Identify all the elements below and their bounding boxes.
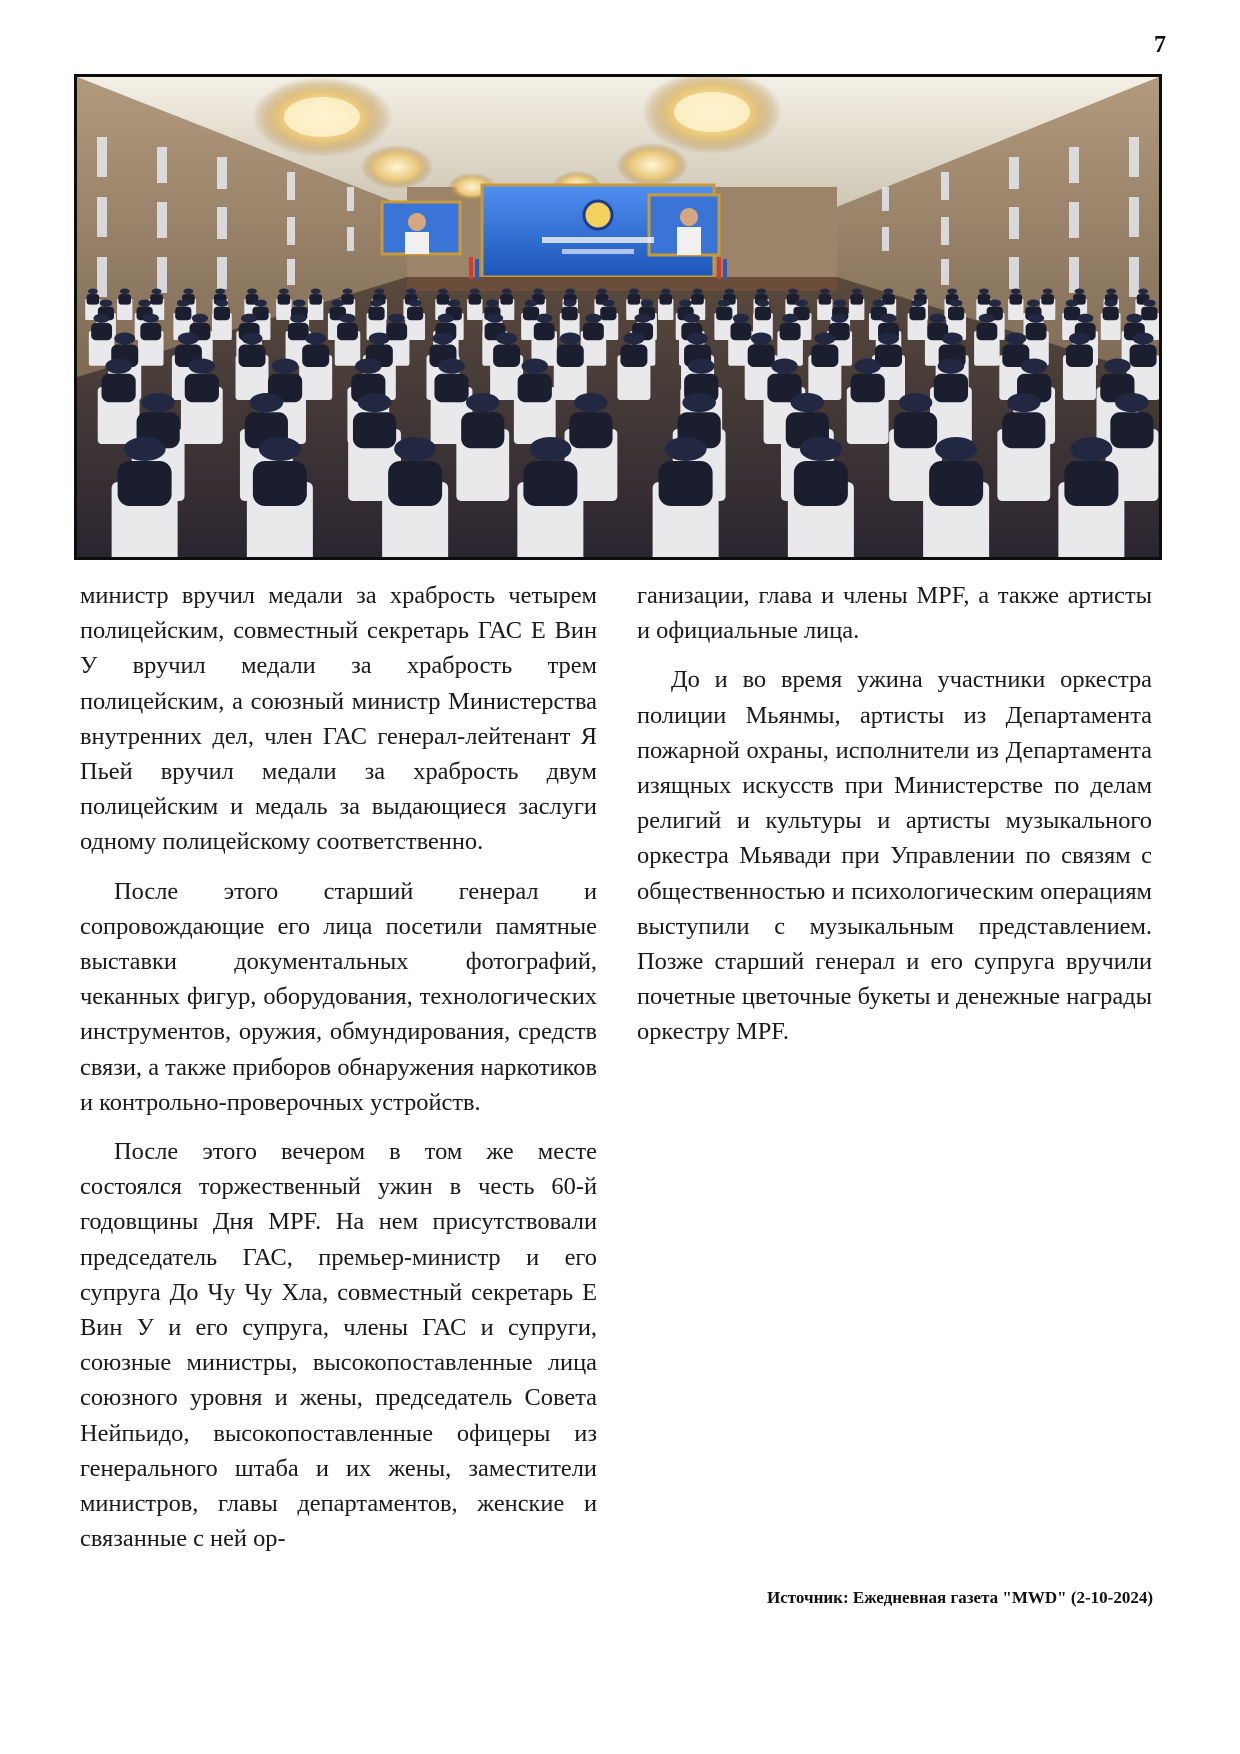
right-paragraph-1: ганизации, глава и члены MPF, а также артисты и официальные лица.: [637, 582, 1152, 645]
source-credit: Источник: Ежедневная газета "MWD" (2-10-2024): [767, 1588, 1153, 1607]
ceremony-photo: [74, 74, 1162, 560]
left-paragraph-3: После этого вечером в том же месте состоялся торжественный ужин в честь 60-й годовщины Дня MPF. На нем присутствовали председатель ГАС, премьер-министр и его супруга До Чу Чу Хла, совместный секретарь Е Вин У и его супруга, члены ГАС и супруги, союзные министры, высокопоставленные лица союзного уровня и жены, председатель Совета Нейпьидо, высокопоставленные офицеры из генерального штаба и их жены, заместители министров, главы департаментов, женские и связанные с ней ор-: [80, 1138, 597, 1553]
right-column: [637, 578, 1152, 1064]
ceremony-hall-image: [77, 77, 1159, 557]
left-paragraph-2: После этого старший генерал и сопровождающие его лица посетили памятные выставки документальных фотографий, чеканных фигур, оборудования, технологических инструментов, оружия, обмундирования, средств связи, а также приборов обнаружения наркотиков и контрольно-проверочных устройств.: [80, 877, 597, 1116]
right-paragraph-2: До и во время ужина участники оркестра полиции Мьянмы, артисты из Департамента пожарной охраны, исполнители из Департамента изящных искусств при Министерстве по делам религий и культуры и артисты музыкального оркестра Мьявади при Управлении по связям с общественностью и психологическим операциям выступили с музыкальным представлением. Позже старший генерал и его супруга вручили почетные цветочные букеты и денежные награды оркестру MPF.: [637, 666, 1152, 1046]
stage: [407, 277, 837, 291]
page-number: 7: [1154, 32, 1166, 58]
left-column: [80, 578, 597, 1570]
police-emblem-icon: [584, 201, 612, 229]
left-paragraph-1: министр вручил медали за храбрость четырем полицейским, совместный секретарь ГАС Е Вин У вручил медали за храбрость трем полицейским, а союзный министр Министерства внутренних дел, член ГАС генерал-лейтенант Я Пьей вручил медали за храбрость двум полицейским и медаль за выдающиеся заслуги одному полицейскому соответственно.: [80, 582, 597, 856]
